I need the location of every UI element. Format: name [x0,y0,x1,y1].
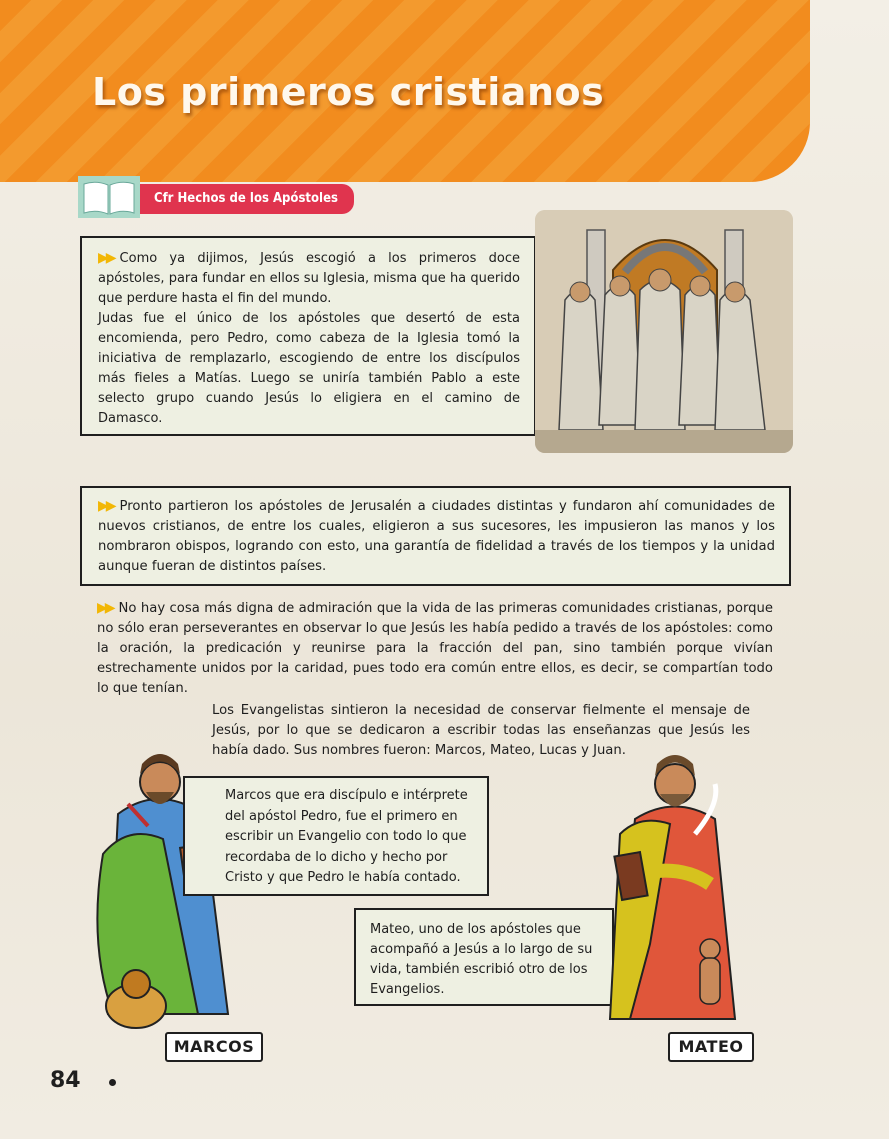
reference-tag: Cfr Hechos de los Apóstoles [140,184,354,214]
page-number-dot [109,1079,116,1086]
double-arrow-icon: ▶▶ [98,498,114,514]
saint-matthew-illustration [600,744,750,1036]
communities-text: No hay cosa más digna de admiración que la vida de las primeras comunidades cristianas, porque no sólo eran perseverantes en observar lo que Jesús les había pedido a través de los apóstoles: como la oración, la predicación y reunirse para la fracción del pan, sino también porque vivían estrechamente unidos por la caridad, pues todo era común entre ellos, es decir, se compartían todo lo que tenían. [97,601,773,696]
evangelists-paragraph: Los Evangelistas sintieron la necesidad de conservar fielmente el mensaje de Jesús, por lo que se dedicaron a escribir todas las enseñanzas que Jesús les había dado. Sus nombres fueron: Marcos, Mateo, Lucas y Juan. [212,703,750,758]
page-title: Los primeros cristianos [92,70,605,114]
intro-text: Como ya dijimos, Jesús escogió a los primeros doce apóstoles, para fundar en ellos su Iglesia, misma que ha querido que perdure hasta el fin del mundo. [98,251,520,306]
apostles-spread-box [80,486,791,586]
mateo-text: Mateo, uno de los apóstoles que acompañó a Jesús a lo largo de su vida, también escribió otro de los Evangelios. [370,922,593,997]
marcos-box [183,776,489,896]
mateo-label: MATEO [668,1032,754,1062]
marcos-label: MARCOS [165,1032,263,1062]
apostles-spread-text: Pronto partieron los apóstoles de Jerusalén a ciudades distintas y fundaron ahí comunidades de nuevos cristianos, de entre los cuales, eligieron a sus sucesores, les impusieron las manos y los nombraron obispos, logrando con esto, una garantía de fidelidad a través de los tiempos y la unidad aunque fueran de distintos países. [98,499,775,574]
double-arrow-icon: ▶▶ [97,600,113,616]
intro-text-2: Judas fue el único de los apóstoles que desertó de esta encomienda, pero Pedro, como cabeza de la Iglesia tomó la iniciativa de remplazarlo, escogiendo de entre los discípulos más fieles a Matías. Luego se uniría también Pablo a este selecto grupo cuando Jesús lo eligiera en el camino de Damasco. [98,311,520,426]
intro-box [80,236,536,436]
marcos-text: Marcos que era discípulo e intérprete del apóstol Pedro, fue el primero en escribir un Evangelio con todo lo que recordaba de lo dicho y hecho por Cristo y que Pedro le había contado. [225,788,468,885]
double-arrow-icon: ▶▶ [98,250,114,266]
mateo-box [354,908,614,1006]
page-number: 84 [50,1068,81,1093]
apostles-illustration [535,210,793,453]
communities-paragraph [97,598,773,699]
open-book-icon [78,176,140,218]
